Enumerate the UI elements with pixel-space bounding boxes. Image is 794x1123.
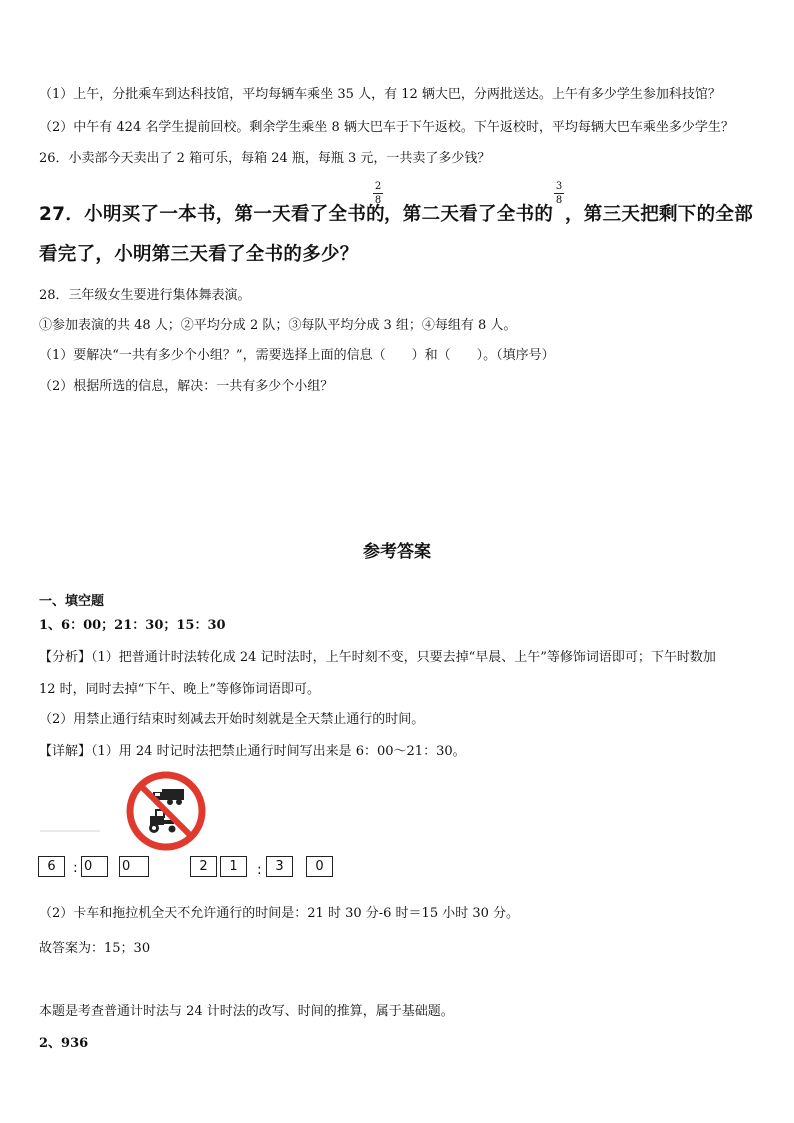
q25-part2: （2）中午有 424 名学生提前回校。剩余学生乘坐 8 辆大巴车于下午返校。下午返校时，平均每辆大巴车乘坐多少学生？ [39,120,734,135]
section-heading: 一、填空题 [39,594,105,609]
colon: : [73,860,78,876]
colon: : [257,862,262,878]
digit-box: 3 [266,856,293,877]
analysis-part-2: （2）用禁止通行结束时刻减去开始时刻就是全天禁止通行的时间。 [39,712,425,727]
fraction-2-8: 2 8 [374,181,382,206]
q28-info: ①参加表演的共 48 人；②平均分成 2 队；③每队平均分成 3 组；④每组有 8 人。 [39,318,517,333]
digit-box: 6 [38,856,65,877]
question-26: 26．小卖部今天卖出了 2 箱可乐，每箱 24 瓶，每瓶 3 元，一共卖了多少钱？ [39,151,491,166]
fraction-3-8: 3 8 [555,181,563,206]
q27-segment-3: ，第三天把剩下的全部 [565,204,754,225]
answer-1: 1、6：00；21：30；15：30 [39,618,226,633]
q25-part1: （1）上午，分批乘车到达科技馆，平均每辆车乘坐 35 人，有 12 辆大巴，分两批送达。上午有多少学生参加科技馆？ [39,87,721,102]
summary: 本题是考查普通计时法与 24 计时法的改写、时间的推算，属于基础题。 [39,1004,454,1019]
q27-segment-1: 27．小明买了一本书，第一天看了全书的 [39,204,385,225]
analysis-line-2: 12 时，同时去掉“下午、晚上”等修饰词语即可。 [39,682,320,697]
detail-1: 【详解】（1）用 24 时记时法把禁止通行时间写出来是 6：00～21：30。 [39,744,466,759]
q28-part2: （2）根据所选的信息，解决：一共有多少个小组？ [39,379,334,394]
digit-box: 0 [81,856,108,877]
detail-2: （2）卡车和拖拉机全天不允许通行的时间是：21 时 30 分-6 时＝15 小时 30 分。 [39,906,520,921]
q28-title: 28．三年级女生要进行集体舞表演。 [39,288,251,303]
digit-box: 2 [190,856,217,877]
answer-title: 参考答案 [363,542,431,562]
q28-part1: （1）要解决“一共有多少个小组？”，需要选择上面的信息（ ）和（ ）。（填序号） [39,348,555,363]
q27-line-2: 看完了，小明第三天看了全书的多少？ [39,244,359,265]
divider [40,830,100,832]
answer-2: 2、936 [39,1036,89,1051]
digit-box: 1 [220,856,247,877]
q27-segment-2: ，第二天看了全书的 [384,204,554,225]
analysis-line-1: 【分析】（1）把普通计时法转化成 24 记时法时，上午时刻不变，只要去掉“早晨、上午”等修饰词语即可；下午时数加 [39,650,716,665]
no-trucks-tractors-sign-icon [124,770,208,852]
final-answer: 故答案为：15；30 [39,941,151,956]
digit-box: 0 [306,856,333,877]
digit-box: 0 [119,856,149,877]
